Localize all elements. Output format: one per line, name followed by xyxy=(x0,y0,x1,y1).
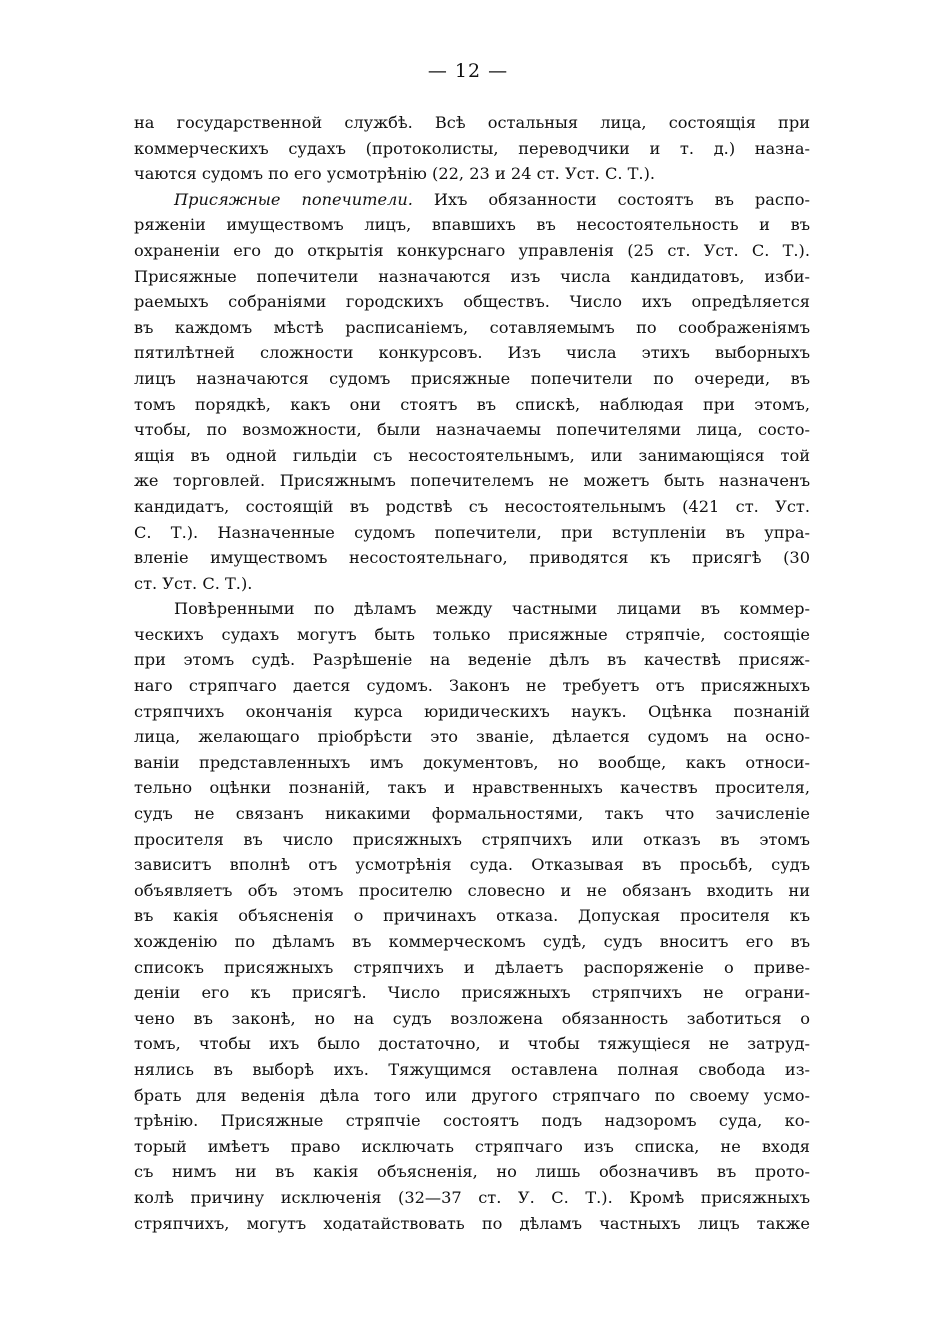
text-line: просителя въ число присяжныхъ стряпчихъ или отказъ въ этомъ xyxy=(134,829,810,849)
text-line: зависитъ вполнѣ отъ усмотрѣнія суда. Отказывая въ просьбѣ, судъ xyxy=(134,855,810,875)
text-line: коммерческихъ судахъ (протоколисты, переводчики и т. д.) назна- xyxy=(134,138,810,158)
text-line: наго стряпчаго дается судомъ. Законъ не требуетъ отъ присяжныхъ xyxy=(134,676,810,696)
text-line: же торговлей. Присяжнымъ попечителемъ не можетъ быть назначенъ xyxy=(134,471,810,491)
text-line: Присяжные попечители назначаются изъ числа кандидатовъ, изби- xyxy=(134,266,810,286)
text-line: томъ порядкѣ, какъ они стоятъ въ спискѣ, наблюдая при этомъ, xyxy=(134,394,810,414)
text-line: деніи его къ присягѣ. Число присяжныхъ стряпчихъ не ограни- xyxy=(134,983,810,1003)
page-number: — 12 — xyxy=(427,60,509,82)
text-line: хожденію по дѣламъ въ коммерческомъ судѣ, судъ вноситъ его въ xyxy=(134,932,810,951)
italic-heading: Присяжные попечители. xyxy=(174,189,413,209)
text-line: кандидатъ, состоящій въ родствѣ съ несостоятельнымъ (421 ст. Уст. xyxy=(134,496,810,516)
paragraph-2 xyxy=(134,187,810,597)
text-line: судъ не связанъ никакими формальностями, такъ что зачисленіе xyxy=(134,804,810,824)
text-line: ваніи представленныхъ имъ документовъ, но вообще, какъ относи- xyxy=(134,752,810,772)
text-line: вленіе имуществомъ несостоятельнаго, приводятся къ присягѣ (30 xyxy=(134,548,810,568)
text-line: стряпчихъ окончанія курса юридическихъ наукъ. Оцѣнка познаній xyxy=(134,701,810,721)
text-line: лица, желающаго пріобрѣсти это званіе, дѣлается судомъ на осно- xyxy=(134,727,810,747)
body-text xyxy=(134,110,810,1236)
text-line: Повѣренными по дѣламъ между частными лицами въ коммер- xyxy=(174,599,810,619)
text-line-rest: Ихъ обязанности состоятъ въ распо- xyxy=(433,189,810,209)
text-line: пятилѣтней сложности конкурсовъ. Изъ числа этихъ выборныхъ xyxy=(134,343,810,363)
text-line xyxy=(134,187,810,213)
text-line: чено въ законѣ, но на судъ возложена обязанность заботиться о xyxy=(134,1008,810,1028)
text-line: тельно оцѣнки познаній, такъ и нравственныхъ качествъ просителя, xyxy=(134,778,810,798)
text-line: брать для веденія дѣла того или другого стряпчаго по своему усмо- xyxy=(134,1085,810,1105)
text-line: ящія въ одной гильдіи съ несостоятельнымъ, или занимающіяся той xyxy=(134,445,810,465)
text-line: торый имѣетъ право исключать стряпчаго изъ списка, не входя xyxy=(134,1136,810,1156)
text-line: съ нимъ ни въ какія объясненія, но лишь обозначивъ въ прото- xyxy=(134,1162,810,1182)
text-line: трѣнію. Присяжные стряпчіе состоятъ подъ надзоромъ суда, ко- xyxy=(134,1111,810,1131)
text-line: ческихъ судахъ могутъ быть только присяжные стряпчіе, состоящіе xyxy=(134,624,810,644)
text-line: въ какія объясненія о причинахъ отказа. Допуская просителя къ xyxy=(134,906,810,926)
text-line: охраненіи его до открытія конкурснаго управленія (25 ст. Уст. С. Т.). xyxy=(134,240,810,260)
text-line: ст. Уст. С. Т.). xyxy=(134,573,253,593)
text-line: въ каждомъ мѣстѣ расписаніемъ, сотавляемымъ по соображеніямъ xyxy=(134,317,810,337)
text-line: чтобы, по возможности, были назначаемы попечителями лица, состо- xyxy=(134,420,810,440)
text-line: стряпчихъ, могутъ ходатайствовать по дѣламъ частныхъ лицъ также xyxy=(134,1213,810,1233)
text-line: колѣ причину исключенія (32—37 ст. У. С. Т.). Кромѣ присяжныхъ xyxy=(134,1187,810,1207)
paragraph-1 xyxy=(134,110,810,187)
text-line: чаются судомъ по его усмотрѣнію (22, 23 и 24 ст. Уст. С. Т.). xyxy=(134,164,656,184)
text-line: нялись въ выборѣ ихъ. Тяжущимся оставлена полная свобода из- xyxy=(134,1059,810,1079)
text-line: ряженіи имуществомъ лицъ, впавшихъ въ несостоятельность и въ xyxy=(134,215,810,235)
text-line: раемыхъ собраніями городскихъ обществъ. Число ихъ опредѣляется xyxy=(134,292,810,312)
text-line: при этомъ судѣ. Разрѣшеніе на веденіе дѣлъ въ качествѣ присяж- xyxy=(134,650,810,670)
text-line: лицъ назначаются судомъ присяжные попечители по очереди, въ xyxy=(134,368,810,388)
text-line: на государственной службѣ. Всѣ остальныя лица, состоящія при xyxy=(134,113,810,132)
paragraph-3 xyxy=(134,596,810,1236)
text-line: объявляетъ объ этомъ просителю словесно и не обязанъ входить ни xyxy=(134,880,810,900)
text-line: списокъ присяжныхъ стряпчихъ и дѣлаетъ распоряженіе о приве- xyxy=(134,957,810,977)
text-line: томъ, чтобы ихъ было достаточно, и чтобы тяжущіеся не затруд- xyxy=(134,1034,810,1054)
text-line: С. Т.). Назначенные судомъ попечители, при вступленіи въ упра- xyxy=(134,522,810,542)
